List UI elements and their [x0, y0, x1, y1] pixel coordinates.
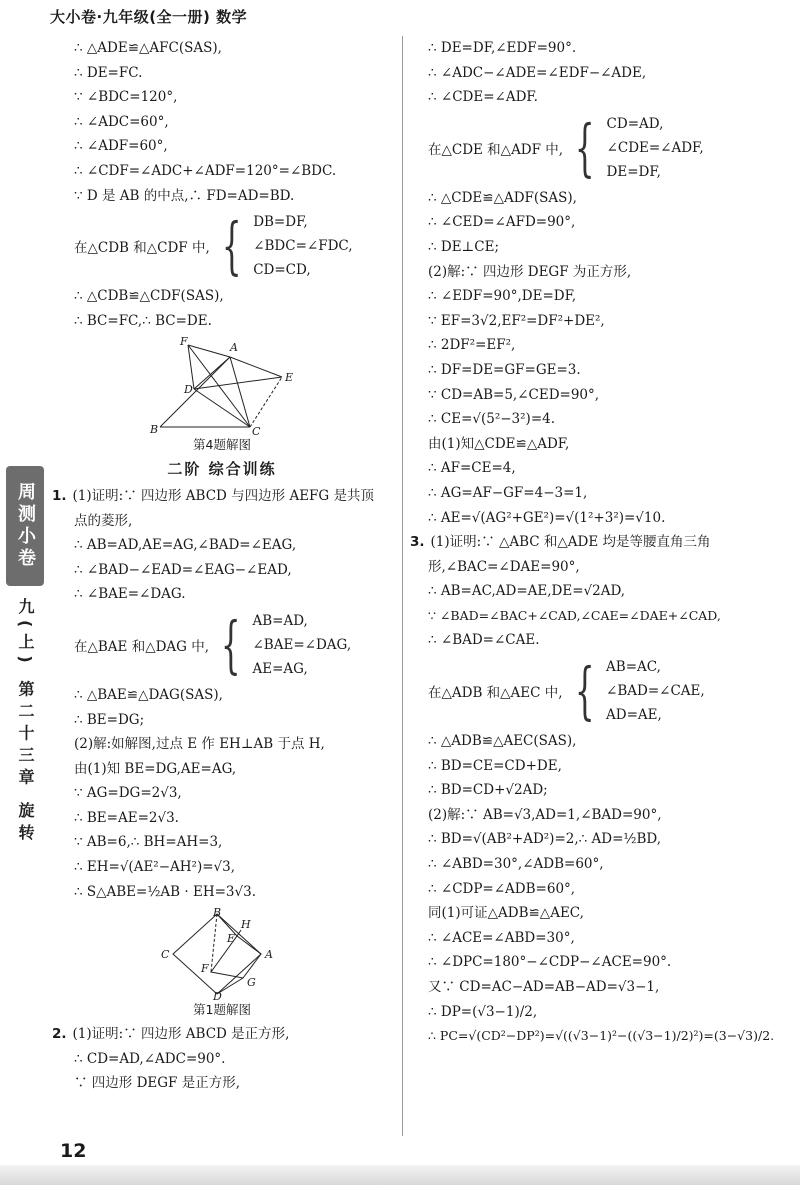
- text-line: ∵ CD=AB=5,∠CED=90°,: [428, 386, 600, 403]
- text-line: ∵ AG=DG=2√3,: [74, 785, 182, 802]
- system-item: ∠BDC=∠FDC,: [253, 238, 353, 255]
- system-prefix: 在△CDB 和△CDF 中,: [74, 240, 210, 257]
- text-line: ∴ 2DF²=EF²,: [428, 337, 516, 354]
- point-label: D: [213, 990, 222, 1001]
- text-line: ∴ ∠ABD=30°,∠ADB=60°,: [428, 856, 604, 873]
- text-line: ∴ ∠CDF=∠ADC+∠ADF=120°=∠BDC.: [74, 162, 337, 179]
- text-line: ∴ ∠BAE=∠DAG.: [74, 586, 186, 603]
- text-line: ∴ ∠ADC−∠ADE=∠EDF−∠ADE,: [428, 64, 647, 81]
- system-item: DE=DF,: [606, 163, 661, 180]
- point-label: E: [285, 371, 294, 385]
- text-line: ∴ ∠CDP=∠ADB=60°,: [428, 880, 576, 897]
- equation-system: [52, 609, 392, 681]
- system-prefix: 在△ADB 和△AEC 中,: [428, 685, 563, 702]
- text-line: ∴ CD=AD,∠ADC=90°.: [74, 1050, 226, 1067]
- text-line: ∴ AB=AC,AD=AE,DE=√2AD,: [428, 583, 626, 600]
- brace: {: [574, 110, 595, 184]
- point-label: B: [213, 908, 222, 920]
- text-line: ∴ BE=DG;: [74, 711, 145, 728]
- page-number: 12: [60, 1140, 87, 1162]
- text-line: ∴ CE=√(5²−3²)=4.: [428, 411, 556, 428]
- system-item: ∠BAE=∠DAG,: [252, 636, 352, 653]
- point-label: A: [265, 948, 273, 962]
- column-divider: [402, 36, 403, 1136]
- point-label: B: [150, 423, 159, 436]
- system-prefix: 在△BAE 和△DAG 中,: [74, 638, 210, 655]
- text-line: ∵ D 是 AB 的中点,∴ FD=AD=BD.: [74, 187, 295, 204]
- question-number: 3.: [410, 534, 425, 551]
- text-line: ∴ AE=√(AG²+GE²)=√(1²+3²)=√10.: [428, 509, 666, 526]
- page-header: 大小卷·九年级(全一册) 数学: [50, 8, 248, 26]
- text-line: ∴ AB=AD,AE=AG,∠BAD=∠EAG,: [74, 537, 297, 554]
- text-line: ∴ DF=DE=GF=GE=3.: [428, 361, 581, 378]
- text-line: 又∵ CD=AC−AD=AB−AD=√3−1,: [428, 979, 660, 995]
- text-line: ∴ ∠ACE=∠ABD=30°,: [428, 929, 575, 946]
- brace: {: [574, 654, 595, 728]
- figure-4-diagram: [142, 337, 302, 435]
- text-line: ∴ BD=CD+√2AD;: [428, 782, 548, 799]
- text-line: (2)解:如解图,过点 E 作 EH⊥AB 于点 H,: [74, 736, 325, 753]
- question-number: 2.: [52, 1026, 67, 1043]
- text-line: ∴ BD=CE=CD+DE,: [428, 757, 562, 774]
- text-line: ∴ △CDE≌△ADF(SAS),: [428, 189, 577, 206]
- text-line: ∴ ∠ADF=60°,: [74, 138, 168, 155]
- system-item: ∠CDE=∠ADF,: [606, 139, 704, 156]
- text-line: ∴ △BAE≌△DAG(SAS),: [74, 686, 223, 703]
- text-line: ∵ 四边形 DEGF 是正方形,: [74, 1075, 240, 1092]
- text-line: 形,∠BAC=∠DAE=90°,: [428, 558, 580, 575]
- point-label: H: [241, 918, 251, 932]
- system-item: CD=CD,: [253, 262, 311, 279]
- figure-caption: 第4题解图: [193, 437, 251, 453]
- page-edge-shadow: [0, 1165, 800, 1185]
- right-column: [410, 36, 778, 1049]
- system-item: AB=AC,: [606, 659, 661, 676]
- text-line: 由(1)知△CDE≌△ADF,: [428, 435, 570, 452]
- side-tab: 周测小卷: [6, 466, 44, 586]
- system-item: AD=AE,: [606, 707, 662, 724]
- point-label: F: [180, 337, 188, 349]
- text-line: ∴ ∠BAD−∠EAD=∠EAG−∠EAD,: [74, 561, 292, 578]
- text-line: ∵ AB=6,∴ BH=AH=3,: [74, 834, 223, 851]
- text-line: ∴ ∠ADC=60°,: [74, 113, 169, 130]
- text-line: ∴ DE=DF,∠EDF=90°.: [428, 40, 577, 56]
- left-column: [52, 36, 392, 1096]
- point-label: D: [184, 383, 193, 397]
- system-item: DB=DF,: [253, 214, 308, 231]
- brace: {: [220, 607, 241, 681]
- text-line: (2)解:∵ AB=√3,AD=1,∠BAD=90°,: [428, 806, 662, 823]
- question-number: 1.: [52, 487, 67, 504]
- text-line: ∴ DE⊥CE;: [428, 238, 499, 255]
- text-line: ∴ △ADE≌△AFC(SAS),: [74, 40, 222, 56]
- point-label: C: [252, 425, 261, 436]
- text-line: ∴ S△ABE=½AB · EH=3√3.: [74, 883, 256, 900]
- figure-caption: 第1题解图: [193, 1002, 251, 1018]
- text-line: ∴ AG=AF−GF=4−3=1,: [428, 484, 588, 501]
- system-prefix: 在△CDE 和△ADF 中,: [428, 141, 564, 158]
- text-line: ∵ ∠BDC=120°,: [74, 89, 178, 106]
- text-line: 同(1)可证△ADB≌△AEC,: [428, 905, 584, 922]
- text-line: ∴ AF=CE=4,: [428, 460, 516, 477]
- text-line: (2)解:∵ 四边形 DEGF 为正方形,: [428, 263, 632, 280]
- equation-system: [52, 210, 392, 282]
- text-line: ∴ △ADB≌△AEC(SAS),: [428, 733, 577, 750]
- text-line: ∴ DE=FC.: [74, 64, 143, 81]
- text-line: (1)证明:∵ 四边形 ABCD 是正方形,: [72, 1026, 290, 1043]
- text-line: ∵ ∠BAD=∠BAC+∠CAD,∠CAE=∠DAE+∠CAD,: [428, 607, 721, 623]
- text-line: ∴ DP=(√3−1)/2,: [428, 1003, 538, 1020]
- section-title: 二阶 综合训练: [167, 460, 277, 479]
- text-line: 点的菱形,: [74, 512, 133, 529]
- text-line: ∴ ∠CED=∠AFD=90°,: [428, 214, 576, 231]
- brace: {: [221, 209, 242, 283]
- system-item: ∠BAD=∠CAE,: [606, 683, 705, 700]
- equation-system: [428, 112, 778, 184]
- text-line: ∵ EF=3√2,EF²=DF²+DE²,: [428, 312, 605, 329]
- point-label: E: [227, 932, 236, 946]
- text-line: (1)证明:∵ △ABC 和△ADE 均是等腰直角三角: [430, 534, 711, 551]
- text-line: (1)证明:∵ 四边形 ABCD 与四边形 AEFG 是共顶: [72, 487, 374, 504]
- text-line: ∴ ∠DPC=180°−∠CDP−∠ACE=90°.: [428, 954, 672, 971]
- text-line: ∴ △CDB≌△CDF(SAS),: [74, 288, 224, 305]
- point-label: G: [247, 976, 256, 990]
- text-line: ∴ BE=AE=2√3.: [74, 809, 179, 826]
- point-label: F: [201, 962, 209, 976]
- system-item: AE=AG,: [252, 660, 308, 677]
- system-item: CD=AD,: [606, 115, 664, 132]
- text-line: ∴ BD=√(AB²+AD²)=2,∴ AD=½BD,: [428, 831, 662, 848]
- figure-1-diagram: [157, 908, 287, 1000]
- text-line: ∴ BC=FC,∴ BC=DE.: [74, 312, 212, 329]
- text-line: ∴ PC=√(CD²−DP²)=√((√3−1)²−((√3−1)/2)²)=(3−√3)/2.: [428, 1028, 775, 1044]
- text-line: 由(1)知 BE=DG,AE=AG,: [74, 760, 237, 777]
- point-label: A: [230, 341, 238, 355]
- side-chapter-text: 九(上) 第二十三章 旋转: [16, 598, 35, 846]
- text-line: ∴ ∠EDF=90°,DE=DF,: [428, 288, 577, 305]
- point-label: C: [161, 948, 170, 962]
- text-line: ∴ ∠CDE=∠ADF.: [428, 89, 538, 106]
- text-line: ∴ ∠BAD=∠CAE.: [428, 632, 540, 649]
- equation-system: [428, 655, 778, 727]
- text-line: ∴ EH=√(AE²−AH²)=√3,: [74, 859, 236, 876]
- system-item: AB=AD,: [252, 612, 308, 629]
